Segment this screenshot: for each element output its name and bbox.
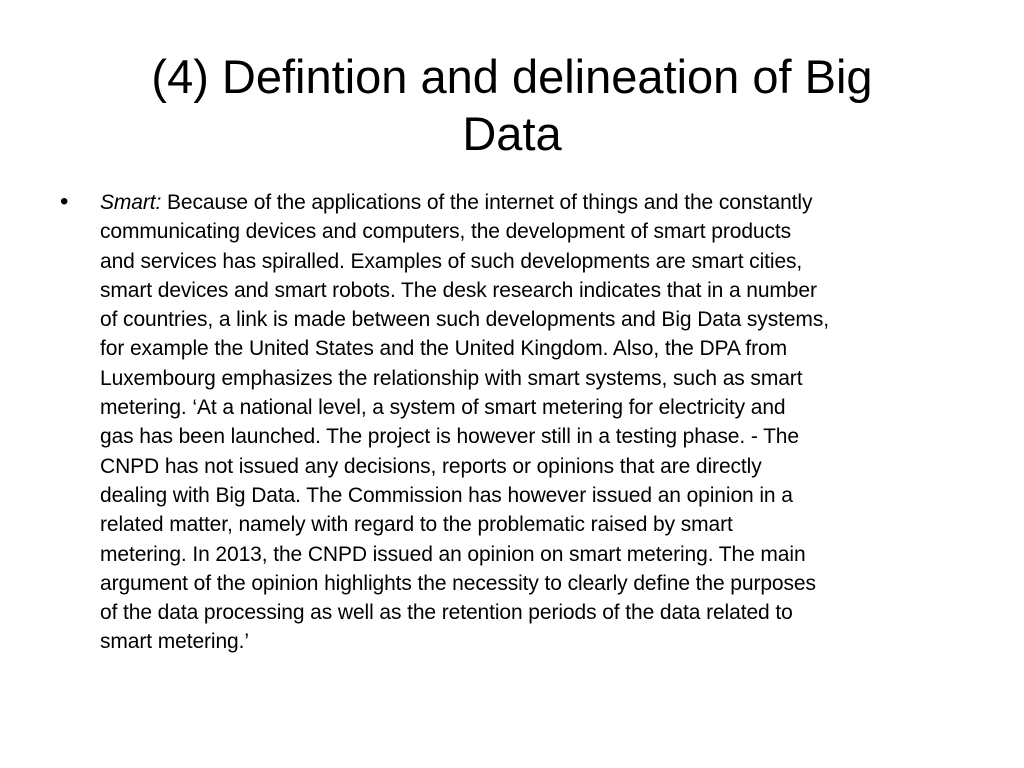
- bullet-icon: •: [60, 188, 69, 215]
- bullet-line: Luxembourg emphasizes the relationship with smart systems, such as smart: [100, 366, 803, 390]
- bullet-line: Because of the applications of the internet of things and the constantly: [161, 191, 813, 214]
- bullet-line: smart metering.’: [100, 630, 249, 654]
- bullet-line: metering. ‘At a national level, a system of smart metering for electricity and: [100, 396, 786, 420]
- bullet-line: CNPD has not issued any decisions, reports or opinions that are directly: [100, 454, 762, 478]
- bullet-line: of countries, a link is made between such developments and Big Data systems,: [100, 308, 829, 332]
- bullet-line: of the data processing as well as the retention periods of the data related to: [100, 601, 793, 625]
- slide-title: [60, 48, 964, 162]
- bullet-line: related matter, namely with regard to the problematic raised by smart: [100, 513, 733, 537]
- bullet-line: smart devices and smart robots. The desk research indicates that in a number: [100, 278, 817, 302]
- bullet-line: and services has spiralled. Examples of such developments are smart cities,: [100, 249, 803, 273]
- bullet-line: communicating devices and computers, the development of smart products: [100, 220, 792, 244]
- slide-title-line-1: (4) Defintion and delineation of Big: [151, 50, 873, 103]
- bullet-line: dealing with Big Data. The Commission has however issued an opinion in a: [100, 483, 793, 507]
- bullet-item: [60, 188, 972, 657]
- slide-title-line-2: Data: [462, 107, 562, 160]
- bullet-line: argument of the opinion highlights the necessity to clearly define the purposes: [100, 571, 816, 595]
- bullet-line: for example the United States and the United Kingdom. Also, the DPA from: [100, 337, 787, 361]
- bullet-term: Smart:: [100, 191, 162, 214]
- bullet-line: metering. In 2013, the CNPD issued an opinion on smart metering. The main: [100, 542, 806, 566]
- bullet-line: gas has been launched. The project is however still in a testing phase. - The: [100, 425, 799, 449]
- slide-content: [60, 188, 972, 657]
